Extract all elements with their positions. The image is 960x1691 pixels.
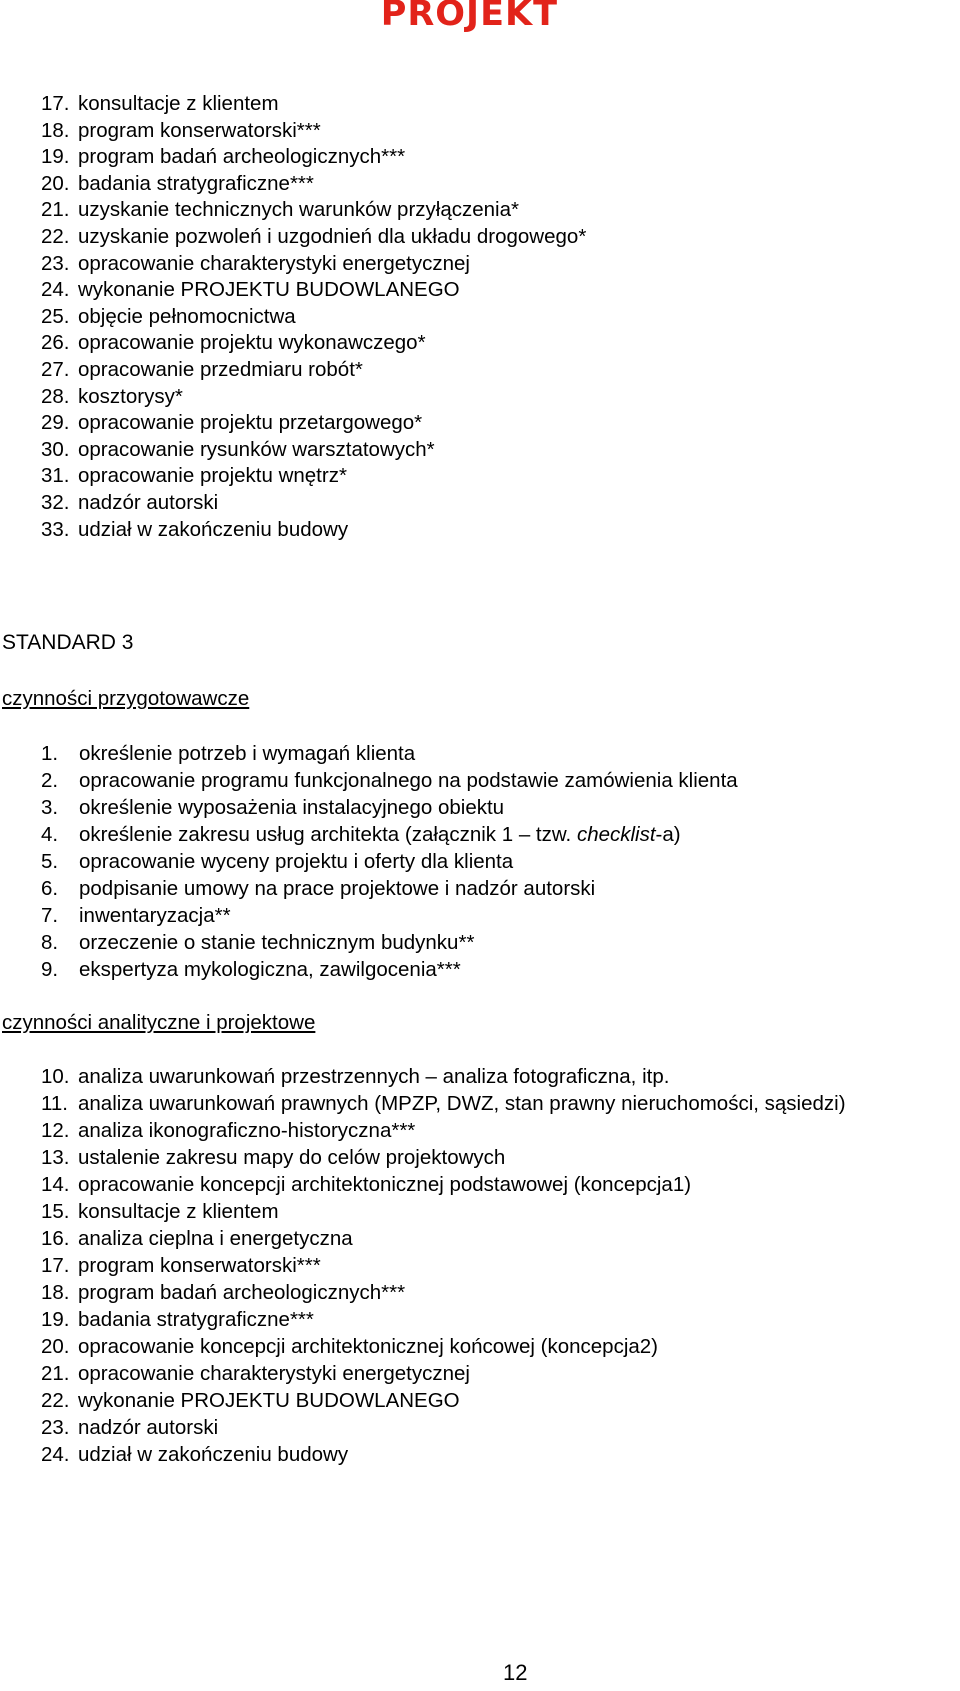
list-item: 12. analiza ikonograficzno-historyczna*** xyxy=(41,1119,416,1142)
list-item: 18. program konserwatorski*** xyxy=(41,118,321,142)
list-item: 30. opracowanie rysunków warsztatowych* xyxy=(41,437,435,461)
section-heading-analysis: czynności analityczne i projektowe xyxy=(2,1011,316,1034)
list-item: 32. nadzór autorski xyxy=(41,490,219,514)
list-item: 24. udział w zakończeniu budowy xyxy=(41,1443,349,1466)
list-item: 8. orzeczenie o stanie technicznym budynku** xyxy=(41,931,475,954)
list-item: 17. konsultacje z klientem xyxy=(41,92,279,115)
list-item: 11. analiza uwarunkowań prawnych (MPZP, DWZ, stan prawny nieruchomości, sąsiedzi) xyxy=(41,1092,846,1115)
list-item: 23. nadzór autorski xyxy=(41,1416,219,1439)
list-item: 23. opracowanie charakterystyki energetycznej xyxy=(41,251,470,275)
list-item: 20. badania stratygraficzne*** xyxy=(41,171,314,195)
analysis-task-list xyxy=(41,1063,846,1468)
list-item: 2. opracowanie programu funkcjonalnego na podstawie zamówienia klienta xyxy=(41,769,738,792)
list-item: 21. uzyskanie technicznych warunków przyłączenia* xyxy=(41,198,519,222)
page-header-title: PROJEKT xyxy=(380,0,558,34)
list-item: 19. program badań archeologicznych*** xyxy=(41,145,406,169)
list-item: 22. uzyskanie pozwoleń i uzgodnień dla układu drogowego* xyxy=(41,224,587,248)
list-item: 15. konsultacje z klientem xyxy=(41,1200,279,1223)
list-item: 7. inwentaryzacja** xyxy=(41,904,231,927)
list-item: 9. ekspertyza mykologiczna, zawilgocenia*** xyxy=(41,958,461,981)
list-item: 14. opracowanie koncepcji architektonicznej podstawowej (koncepcja1) xyxy=(41,1173,692,1196)
page-number: 12 xyxy=(503,1660,528,1685)
list-item: 18. program badań archeologicznych*** xyxy=(41,1281,406,1304)
list-item: 26. opracowanie projektu wykonawczego* xyxy=(41,331,426,355)
list-item: 22. wykonanie PROJEKTU BUDOWLANEGO xyxy=(41,1389,460,1412)
continued-task-list xyxy=(41,91,586,543)
standard-heading: STANDARD 3 xyxy=(2,631,134,654)
list-item: 3. określenie wyposażenia instalacyjnego obiektu xyxy=(41,796,505,819)
section-heading-prep: czynności przygotowawcze xyxy=(2,687,250,710)
list-item: 29. opracowanie projektu przetargowego* xyxy=(41,411,423,435)
list-item: 4. określenie zakresu usług architekta (załącznik 1 – tzw. checklist-a) xyxy=(41,823,681,846)
list-item: 10. analiza uwarunkowań przestrzennych – analiza fotograficzna, itp. xyxy=(41,1065,670,1088)
list-item: 1. określenie potrzeb i wymagań klienta xyxy=(41,742,416,765)
list-item: 13. ustalenie zakresu mapy do celów projektowych xyxy=(41,1146,506,1169)
list-item: 19. badania stratygraficzne*** xyxy=(41,1308,314,1331)
list-item: 17. program konserwatorski*** xyxy=(41,1254,321,1277)
list-item: 27. opracowanie przedmiaru robót* xyxy=(41,357,363,381)
list-item: 6. podpisanie umowy na prace projektowe i nadzór autorski xyxy=(41,877,596,900)
list-item: 28. kosztorysy* xyxy=(41,384,183,408)
list-item: 24. wykonanie PROJEKTU BUDOWLANEGO xyxy=(41,278,460,302)
list-item: 16. analiza cieplna i energetyczna xyxy=(41,1227,353,1250)
list-item: 31. opracowanie projektu wnętrz* xyxy=(41,464,347,488)
list-item: 33. udział w zakończeniu budowy xyxy=(41,517,349,541)
prep-task-list xyxy=(41,740,738,983)
list-item: 25. objęcie pełnomocnictwa xyxy=(41,304,296,328)
list-item: 21. opracowanie charakterystyki energetycznej xyxy=(41,1362,470,1385)
list-item: 20. opracowanie koncepcji architektonicznej końcowej (koncepcja2) xyxy=(41,1335,659,1358)
list-item: 5. opracowanie wyceny projektu i oferty dla klienta xyxy=(41,850,514,873)
